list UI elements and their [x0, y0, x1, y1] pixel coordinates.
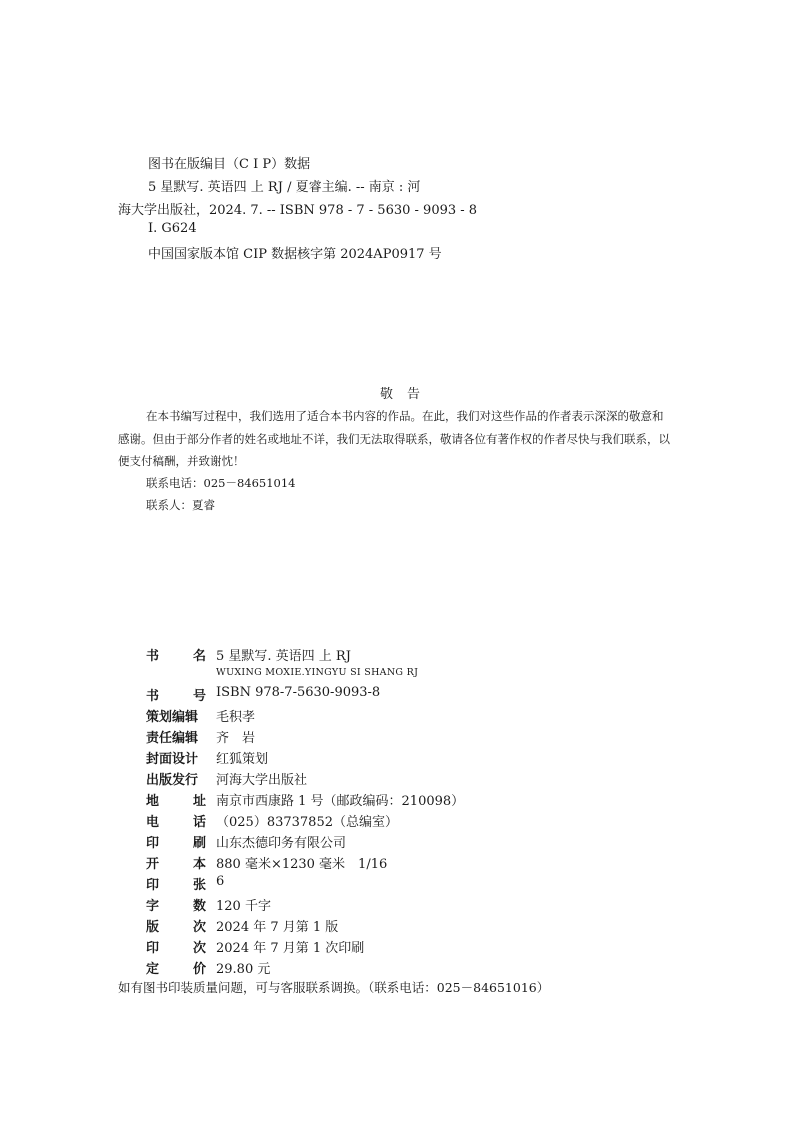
info-label: 定 价 [146, 962, 206, 977]
info-value: 山东杰德印务有限公司 [216, 836, 347, 851]
info-label: 字 数 [146, 899, 206, 914]
notice-phone: 联系电话：025－84651014 [146, 476, 296, 490]
cip-line-3: Ⅰ. G624 [148, 221, 197, 236]
notice-title: 敬告 [380, 387, 435, 402]
info-value: 6 [216, 874, 225, 889]
notice-paragraph-line-3: 便支付稿酬，并致谢忱！ [118, 454, 245, 468]
info-label: 出版发行 [146, 773, 199, 788]
info-label: 书 号 [146, 689, 206, 704]
info-label: 责任编辑 [146, 731, 199, 746]
info-value: 5 星默写. 英语四 上 RJ [216, 649, 351, 664]
info-label: 印 刷 [146, 836, 206, 851]
info-value: （025）83737852（总编室） [216, 815, 398, 830]
info-label: 印 张 [146, 878, 206, 893]
title-pinyin: WUXING MOXIE.YINGYU SI SHANG RJ [216, 667, 419, 678]
info-value: 红狐策划 [216, 752, 269, 767]
info-label: 策划编辑 [146, 710, 199, 725]
cip-heading: 图书在版编目（C I P）数据 [148, 157, 311, 172]
info-value: 毛积孝 [216, 710, 256, 725]
cip-line-1: 5 星默写. 英语四 上 RJ / 夏睿主编. -- 南京 : 河 [148, 180, 421, 195]
info-label: 封面设计 [146, 752, 199, 767]
info-value: 南京市西康路 1 号（邮政编码：210098） [216, 794, 465, 809]
info-label: 印 次 [146, 941, 206, 956]
cip-line-2: 海大学出版社，2024. 7. -- ISBN 978 - 7 - 5630 - 9093 - 8 [118, 203, 478, 218]
info-label: 开 本 [146, 857, 206, 872]
info-label: 电 话 [146, 815, 206, 830]
notice-contact: 联系人：夏睿 [146, 498, 215, 512]
footer-note: 如有图书印装质量问题，可与客服联系调换。（联系电话：025－84651016） [118, 980, 550, 995]
info-value: 880 毫米×1230 毫米 1/16 [216, 857, 388, 872]
info-value: 2024 年 7 月第 1 版 [216, 920, 339, 935]
info-label: 版 次 [146, 920, 206, 935]
info-value: 齐 岩 [216, 731, 256, 746]
notice-paragraph-line-1: 在本书编写过程中，我们选用了适合本书内容的作品。在此，我们对这些作品的作者表示深深的敬意和 [146, 409, 664, 423]
info-value: 29.80 元 [216, 962, 271, 977]
info-value: 2024 年 7 月第 1 次印刷 [216, 941, 365, 956]
info-value: ISBN 978-7-5630-9093-8 [216, 685, 381, 700]
cip-line-4: 中国国家版本馆 CIP 数据核字第 2024AP0917 号 [148, 247, 442, 262]
info-value: 120 千字 [216, 899, 271, 914]
notice-paragraph-line-2: 感谢。但由于部分作者的姓名或地址不详，我们无法取得联系，敬请各位有著作权的作者尽快与我们联系，以 [118, 432, 670, 446]
info-value: 河海大学出版社 [216, 773, 308, 788]
info-label: 书 名 [146, 649, 206, 664]
info-label: 地 址 [146, 794, 206, 809]
